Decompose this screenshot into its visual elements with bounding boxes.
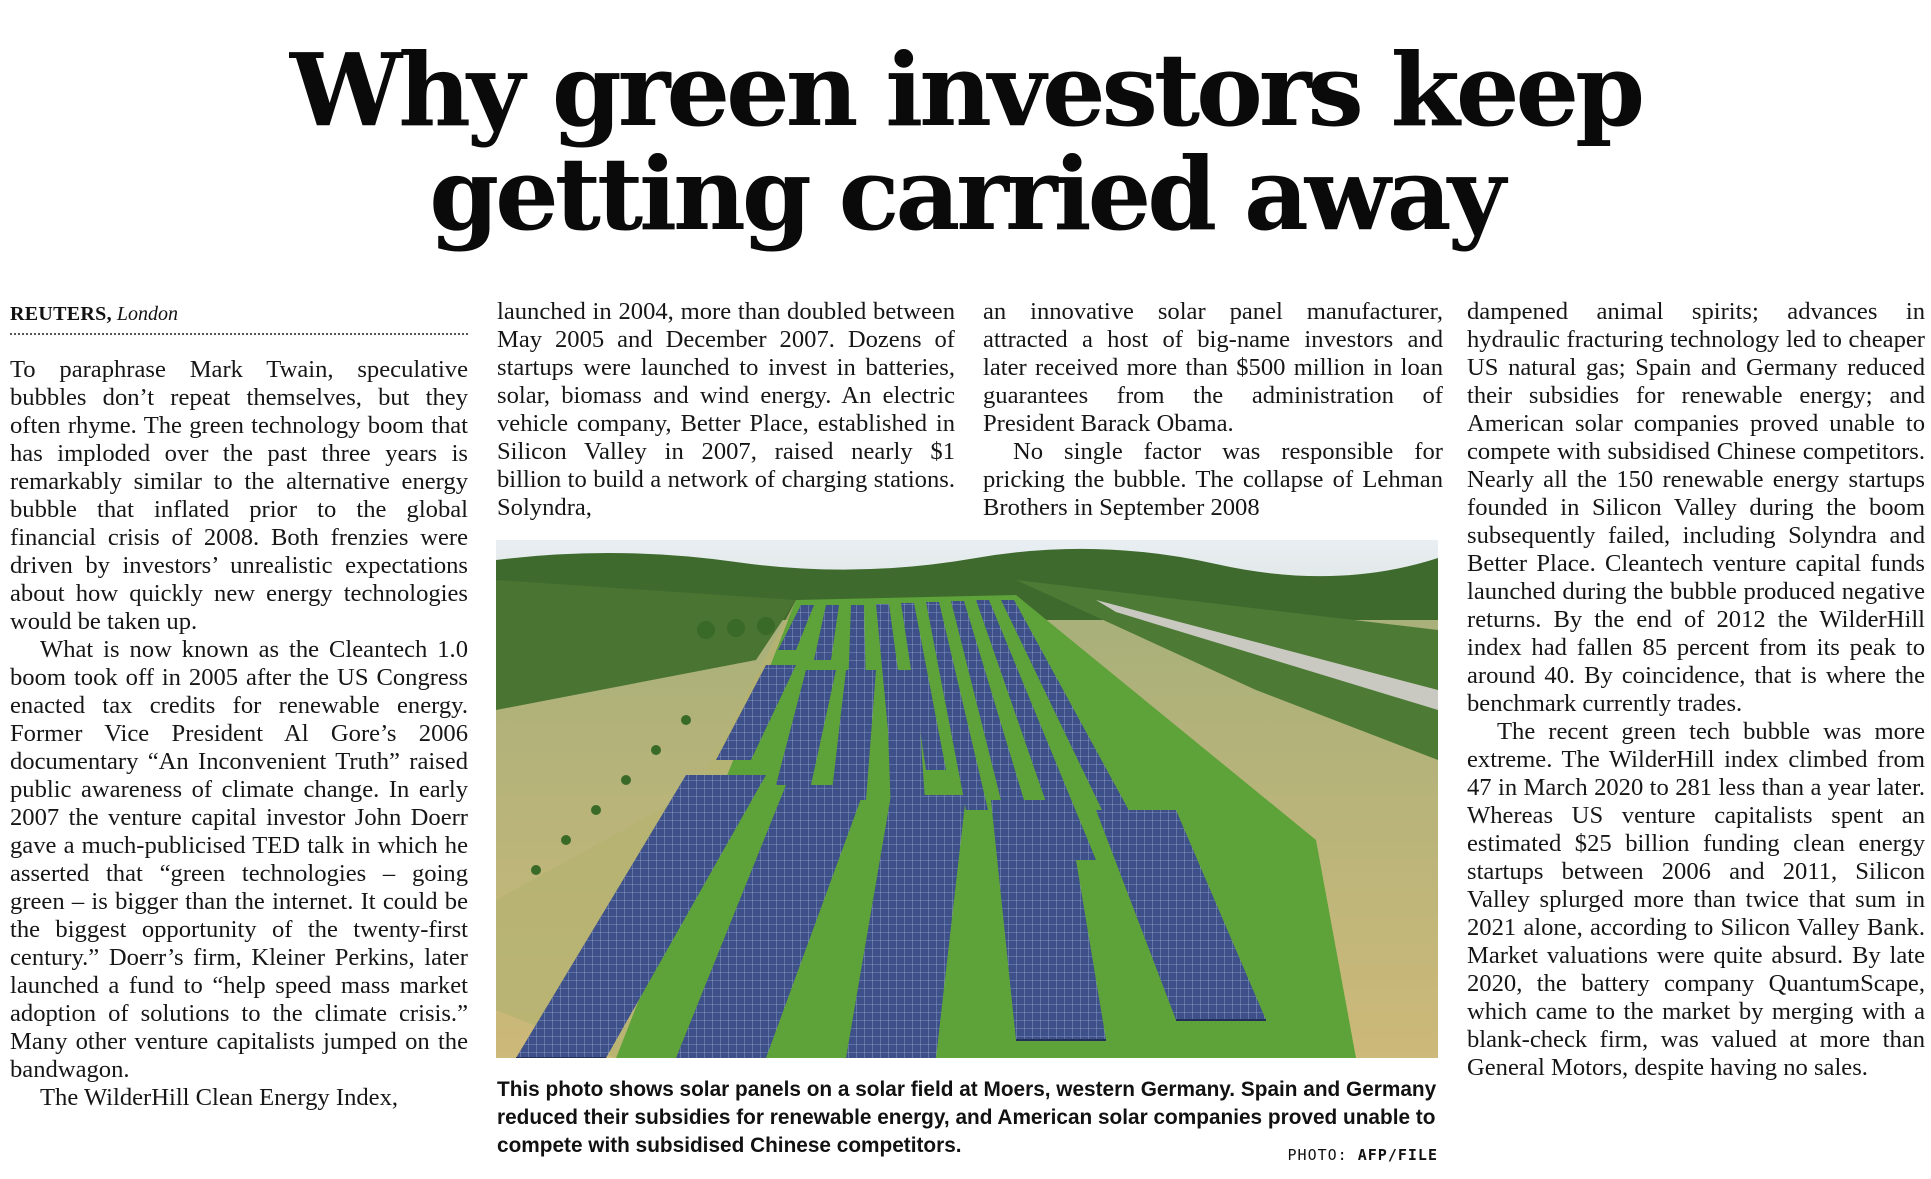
article-column-1: [10, 356, 468, 1112]
paragraph: The WilderHill Clean Energy Index,: [40, 1084, 399, 1111]
headline: [0, 31, 1931, 253]
photo-caption: This photo shows solar panels on a solar field at Moers, western Germany. Spain and Germany reduced their subsidies for renewable energy, and American solar companies proved unable to compete with subsidised Chinese competitors.: [497, 1078, 1437, 1157]
photo-credit: [1270, 1146, 1438, 1164]
solar-field-photo: [496, 540, 1438, 1058]
paragraph: dampened animal spirits; advances in hydraulic fracturing technology led to cheaper US natural gas; Spain and Germany reduced their subsidies for renewable energy; and American solar companies proved unable to compete with subsidised Chinese competitors. Nearly all the 150 renewable energy startups founded in Silicon Valley during the boom subsequently failed, including Solyndra and Better Place. Cleantech venture capital funds launched during the bubble produced negative returns. By the end of 2012 the WilderHill index had fallen 85 percent from its peak to around 40. By coincidence, that is where the benchmark currently trades.: [1467, 298, 1925, 717]
byline-place: London: [116, 303, 178, 325]
article-column-4: [1467, 298, 1925, 1082]
headline-line-1: Why green investors keep: [289, 31, 1642, 149]
paragraph: launched in 2004, more than doubled between May 2005 and December 2007. Dozens of startups were launched to invest in batteries, solar, biomass and wind energy. An electric vehicle company, Better Place, established in Silicon Valley in 2007, raised nearly $1 billion to build a network of charging stations. Solyndra,: [497, 298, 955, 521]
paragraph: What is now known as the Cleantech 1.0 boom took off in 2005 after the US Congress enacted tax credits for renewable energy. Former Vice President Al Gore’s 2006 documentary “An Inconvenient Truth” raised public awareness of climate change. In early 2007 the venture capital investor John Doerr gave a much-publicised TED talk in which he asserted that “green technologies – going green – is bigger than the internet. It could be the biggest opportunity of the twenty-first century.” Doerr’s firm, Kleiner Perkins, later launched a fund to “help speed mass market adoption of solutions to the climate crisis.” Many other venture capitalists jumped on the bandwagon.: [10, 636, 468, 1083]
solar-field-illustration: [496, 540, 1438, 1058]
paragraph: The recent green tech bubble was more extreme. The WilderHill index climbed from 47 in March 2020 to 281 less than a year later. Whereas US venture capitalists spent an estimated $25 billion funding clean energy startups between 2006 and 2011, Silicon Valley splurged more than twice that sum in 2021 alone, according to Silicon Valley Bank. Market valuations were quite absurd. By late 2020, the battery company QuantumScape, which came to the market by merging with a blank-check firm, was valued at more than General Motors, despite having no sales.: [1467, 718, 1925, 1081]
byline-agency: REUTERS,: [10, 303, 112, 325]
article-column-3: [983, 298, 1443, 522]
byline: [10, 301, 468, 335]
photo-credit-prefix: PHOTO:: [1287, 1146, 1348, 1164]
paragraph: To paraphrase Mark Twain, speculative bubbles don’t repeat themselves, but they often rhyme. The green technology boom that has imploded over the past three years is remarkably similar to the alternative energy bubble that inflated prior to the global financial crisis of 2008. Both frenzies were driven by investors’ unrealistic expectations about how quickly new energy technologies would be taken up.: [10, 356, 468, 635]
headline-line-2: getting carried away: [429, 135, 1502, 253]
article-column-2: [497, 298, 955, 522]
paragraph: No single factor was responsible for pricking the bubble. The collapse of Lehman Brothers in September 2008: [983, 438, 1443, 521]
paragraph: an innovative solar panel manufacturer, attracted a host of big-name investors and later received more than $500 million in loan guarantees from the administration of President Barack Obama.: [983, 298, 1443, 437]
photo-credit-source: AFP/FILE: [1357, 1146, 1438, 1164]
